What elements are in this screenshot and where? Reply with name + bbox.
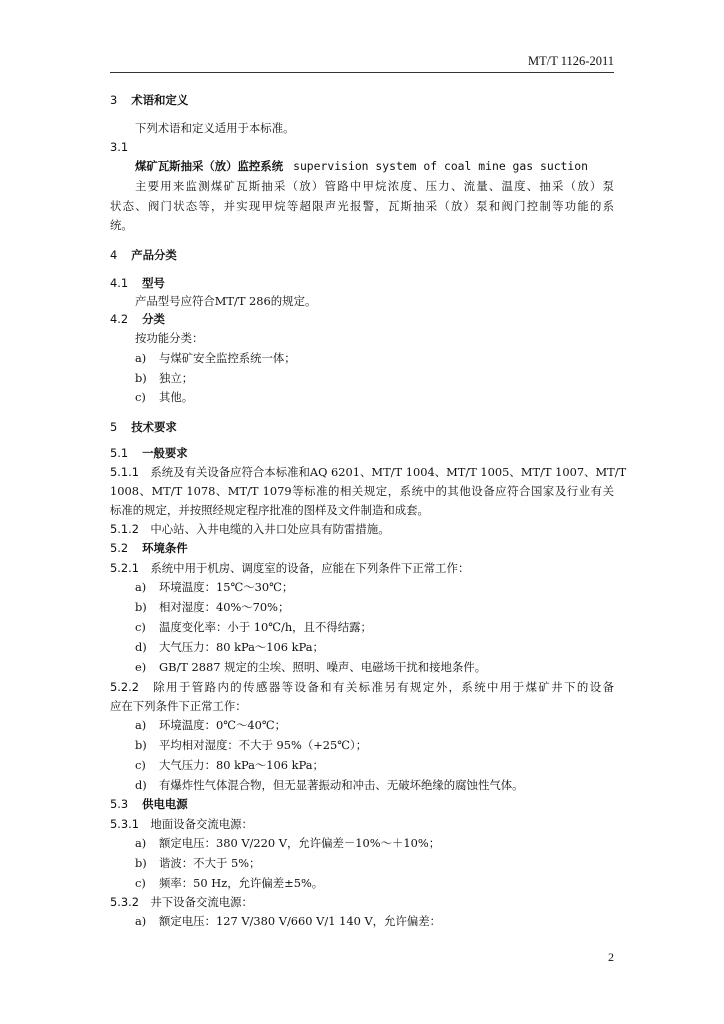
section-number: 3 bbox=[110, 93, 118, 107]
list-item: c) 大气压力：80 kPa～106 kPa； bbox=[135, 758, 324, 772]
clause-5-1-1-line: 5.1.1 系统及有关设备应符合本标准和AQ 6201、MT/T 1004、MT/T 1005、MT/T 1007、MT/T bbox=[110, 465, 627, 479]
page-number: 2 bbox=[608, 950, 614, 964]
list-item: a) 环境温度：15℃～30℃； bbox=[135, 580, 294, 594]
clause-5-1-2: 5.1.2 中心站、入井电缆的入井口处应具有防雷措施。 bbox=[110, 522, 390, 536]
list-item: b) 独立； bbox=[135, 371, 194, 385]
paragraph-line: 应在下列条件下正常工作： bbox=[110, 699, 247, 713]
paragraph-line: 1008、MT/T 1078、MT/T 1079等标准的相关规定，系统中的其他设备应符合国家及行业有关 bbox=[110, 484, 614, 498]
header-divider bbox=[110, 72, 614, 73]
list-item: b) 平均相对湿度：不大于 95%（+25℃）； bbox=[135, 738, 368, 752]
list-item: d) 大气压力：80 kPa～106 kPa； bbox=[135, 640, 324, 654]
list-item: a) 与煤矿安全监控系统一体； bbox=[135, 351, 296, 365]
clause-5-2-2-line: 5.2.2 除用于管路内的传感器等设备和有关标准另有规定外，系统中用于煤矿井下的设备 bbox=[110, 680, 614, 694]
term-chinese: 煤矿瓦斯抽采（放）监控系统 bbox=[135, 159, 284, 173]
list-item: b) 谐波：不大于 5%； bbox=[135, 856, 261, 870]
list-item: d) 有爆炸性气体混合物，但无显著振动和冲击、无破坏绝缘的腐蚀性气体。 bbox=[135, 778, 524, 792]
list-item: a) 额定电压：380 V/220 V，允许偏差－10%～＋10%； bbox=[135, 836, 441, 850]
paragraph: 下列术语和定义适用于本标准。 bbox=[135, 121, 295, 135]
list-item: a) 环境温度：0℃～40℃； bbox=[135, 718, 286, 732]
section-3-heading bbox=[110, 93, 614, 108]
clause-5-1-heading: 5.1 一般要求 bbox=[110, 446, 188, 460]
document-code: MT/T 1126-2011 bbox=[528, 54, 614, 68]
paragraph-line: 标准的规定，并按照经规定程序批准的图样及文件制造和成套。 bbox=[110, 503, 429, 517]
clause-4-2-heading: 4.2 分类 bbox=[110, 312, 165, 326]
list-item: e) GB/T 2887 规定的尘埃、照明、噪声、电磁场干扰和接地条件。 bbox=[135, 660, 487, 674]
list-item: a) 额定电压：127 V/380 V/660 V/1 140 V，允许偏差： bbox=[135, 914, 442, 928]
clause-5-3-2: 5.3.2 井下设备交流电源： bbox=[110, 895, 253, 909]
paragraph: 按功能分类： bbox=[135, 331, 204, 345]
paragraph: 产品型号应符合MT/T 286的规定。 bbox=[135, 294, 317, 308]
definition-line: 主要用来监测煤矿瓦斯抽采（放）管路中甲烷浓度、压力、流量、温度、抽采（放）泵 bbox=[135, 179, 614, 193]
list-item: b) 相对湿度：40%～70%； bbox=[135, 600, 290, 614]
section-4-heading: 4 产品分类 bbox=[110, 248, 177, 262]
clause-5-2-heading: 5.2 环境条件 bbox=[110, 541, 188, 555]
term-english: supervision system of coal mine gas suction bbox=[293, 159, 588, 173]
list-item: c) 温度变化率：小于 10℃/h，且不得结露； bbox=[135, 620, 372, 634]
list-item: c) 其他。 bbox=[135, 390, 194, 404]
term-entry bbox=[135, 159, 614, 174]
clause-3-1-number: 3.1 bbox=[110, 140, 129, 154]
clause-5-3-heading: 5.3 供电电源 bbox=[110, 797, 188, 811]
definition-line: 统。 bbox=[110, 218, 133, 232]
section-title: 术语和定义 bbox=[131, 93, 189, 107]
clause-5-2-1: 5.2.1 系统中用于机房、调度室的设备，应能在下列条件下正常工作： bbox=[110, 561, 470, 575]
definition-line: 状态、阀门状态等，并实现甲烷等超限声光报警，瓦斯抽采（放）泵和阀门控制等功能的系 bbox=[110, 199, 614, 213]
clause-4-1-heading: 4.1 型号 bbox=[110, 276, 165, 290]
list-item: c) 频率：50 Hz，允许偏差±5%。 bbox=[135, 876, 324, 890]
section-5-heading: 5 技术要求 bbox=[110, 420, 177, 434]
clause-5-3-1: 5.3.1 地面设备交流电源： bbox=[110, 817, 253, 831]
